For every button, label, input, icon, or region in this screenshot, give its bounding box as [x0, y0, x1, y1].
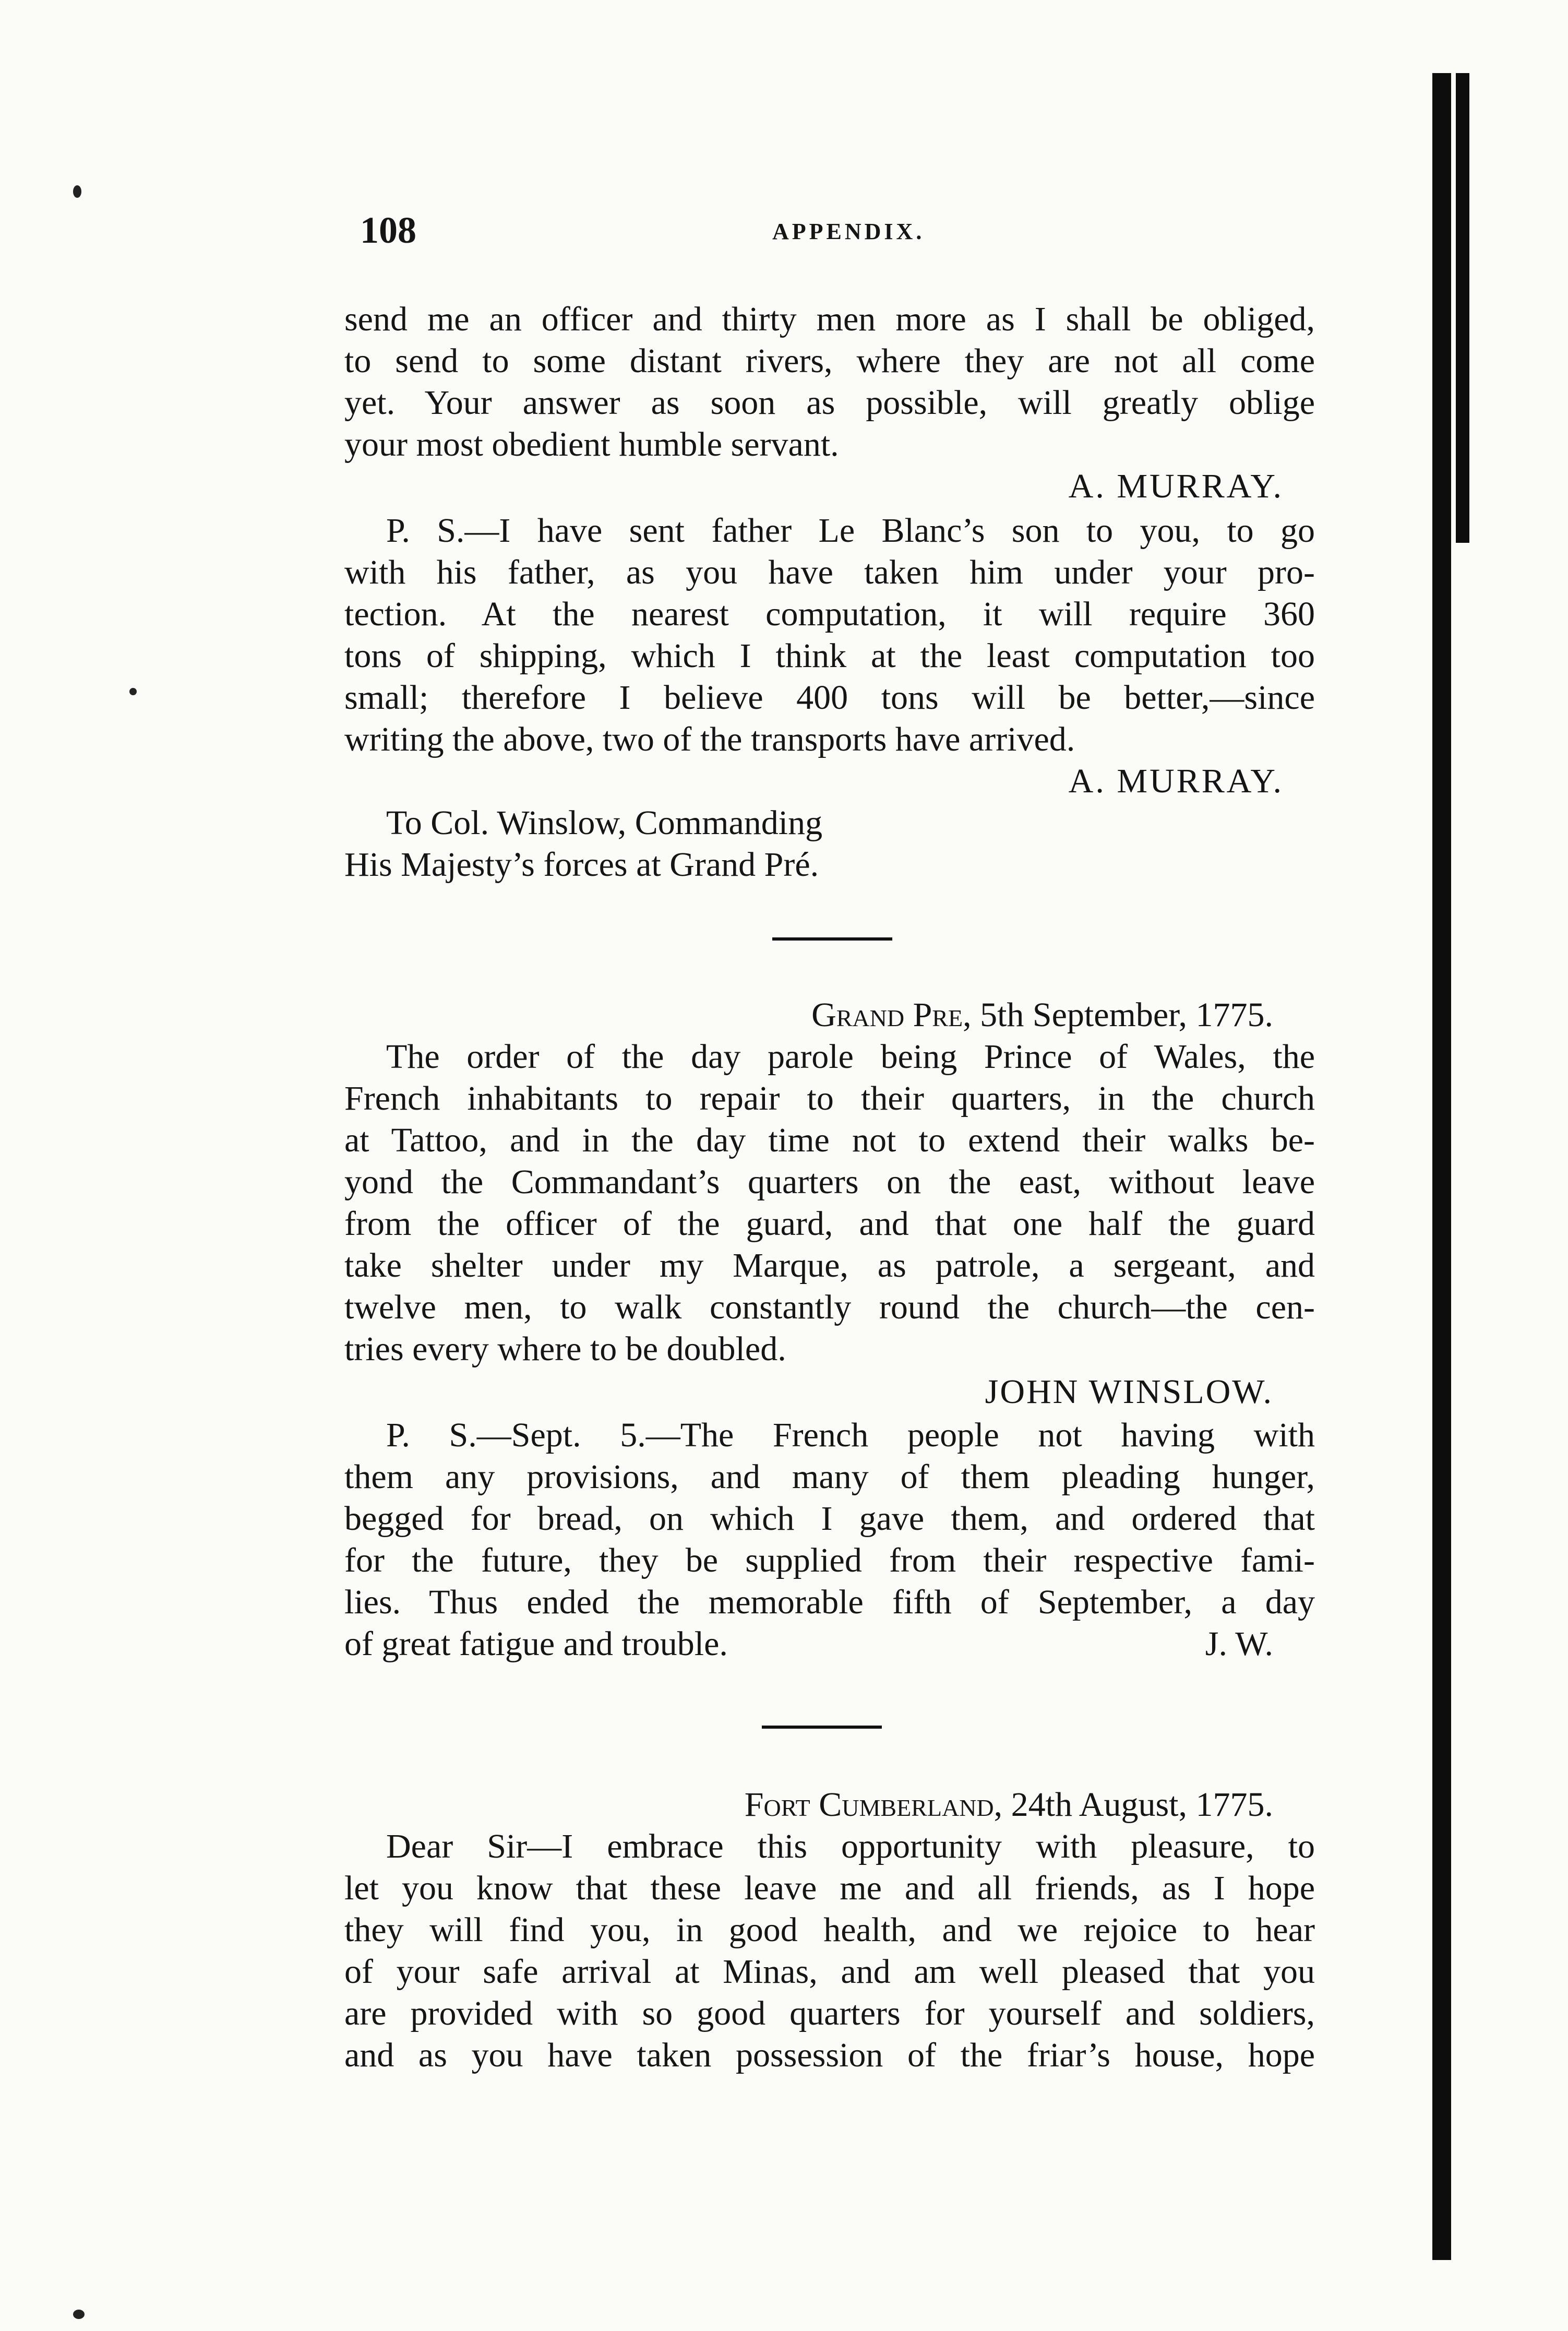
- signature: JOHN WINSLOW.: [985, 1373, 1273, 1411]
- signature: A. MURRAY.: [1068, 467, 1284, 505]
- page-header: [360, 209, 1299, 256]
- text-line: take shelter under my Marque, as patrole, a sergeant, and: [344, 1246, 1315, 1285]
- date: , 5th September, 1775.: [963, 996, 1273, 1034]
- text-line: Dear Sir—I embrace this opportunity with pleasure, to: [386, 1827, 1315, 1865]
- text-line: tries every where to be doubled.: [344, 1330, 786, 1368]
- running-head: APPENDIX.: [772, 219, 925, 244]
- scan-speck: [73, 185, 81, 198]
- text-line: and as you have taken possession of the friar’s house, hope: [344, 2036, 1315, 2074]
- text-line: to send to some distant rivers, where they are not all come: [344, 342, 1315, 380]
- text-line: from the officer of the guard, and that one half the guard: [344, 1205, 1315, 1243]
- text-line: with his father, as you have taken him under your pro-: [344, 553, 1315, 591]
- text-line: are provided with so good quarters for yourself and soldiers,: [344, 1994, 1315, 2032]
- address-line: To Col. Winslow, Commanding: [386, 804, 823, 842]
- binding-shadow-top: [1456, 73, 1469, 543]
- text-line: for the future, they be supplied from their respective fami-: [344, 1541, 1315, 1579]
- text-line: them any provisions, and many of them pleading hunger,: [344, 1458, 1315, 1496]
- address-line: His Majesty’s forces at Grand Pré.: [344, 846, 819, 884]
- text-line: yond the Commandant’s quarters on the east, without leave: [344, 1163, 1315, 1201]
- page-number: 108: [360, 209, 416, 251]
- text-line: lies. Thus ended the memorable fifth of September, a day: [344, 1583, 1315, 1621]
- date: , 24th August, 1775.: [994, 1786, 1273, 1824]
- initials: J. W.: [1205, 1625, 1273, 1663]
- scan-speck: [73, 2310, 85, 2319]
- dateline: [344, 994, 1273, 1036]
- text-line: twelve men, to walk constantly round the church—the cen-: [344, 1288, 1315, 1326]
- text-line: yet. Your answer as soon as possible, will greatly oblige: [344, 384, 1315, 422]
- text-line: send me an officer and thirty men more as I shall be obliged,: [344, 300, 1315, 338]
- text-line: your most obedient humble servant.: [344, 425, 839, 463]
- text-line: tection. At the nearest computation, it will require 360: [344, 595, 1315, 633]
- text-line: P. S.—I have sent father Le Blanc’s son to you, to go: [386, 512, 1315, 550]
- text-line: at Tattoo, and in the day time not to extend their walks be-: [344, 1121, 1315, 1159]
- text-line: The order of the day parole being Prince of Wales, the: [386, 1038, 1315, 1076]
- place-name: Fort Cumberland: [744, 1786, 994, 1824]
- scan-speck: [129, 688, 137, 695]
- binding-shadow: [1432, 73, 1451, 2260]
- place-name: Grand Pre: [811, 996, 963, 1034]
- text-line: of your safe arrival at Minas, and am well pleased that you: [344, 1953, 1315, 1991]
- text-line: of great fatigue and trouble.: [344, 1625, 728, 1663]
- text-line: small; therefore I believe 400 tons will be better,—since: [344, 679, 1315, 717]
- text-line: P. S.—Sept. 5.—The French people not having with: [386, 1416, 1315, 1454]
- section-rule: [762, 1726, 882, 1729]
- text-line: let you know that these leave me and all friends, as I hope: [344, 1869, 1315, 1907]
- text-line: begged for bread, on which I gave them, and ordered that: [344, 1500, 1315, 1538]
- section-rule: [772, 937, 892, 941]
- dateline: [344, 1784, 1273, 1826]
- text-line: tons of shipping, which I think at the least computation too: [344, 637, 1315, 675]
- text-line: writing the above, two of the transports have arrived.: [344, 720, 1075, 758]
- text-line: French inhabitants to repair to their quarters, in the church: [344, 1079, 1315, 1117]
- text-line: they will find you, in good health, and we rejoice to hear: [344, 1911, 1315, 1949]
- signature: A. MURRAY.: [1068, 762, 1284, 800]
